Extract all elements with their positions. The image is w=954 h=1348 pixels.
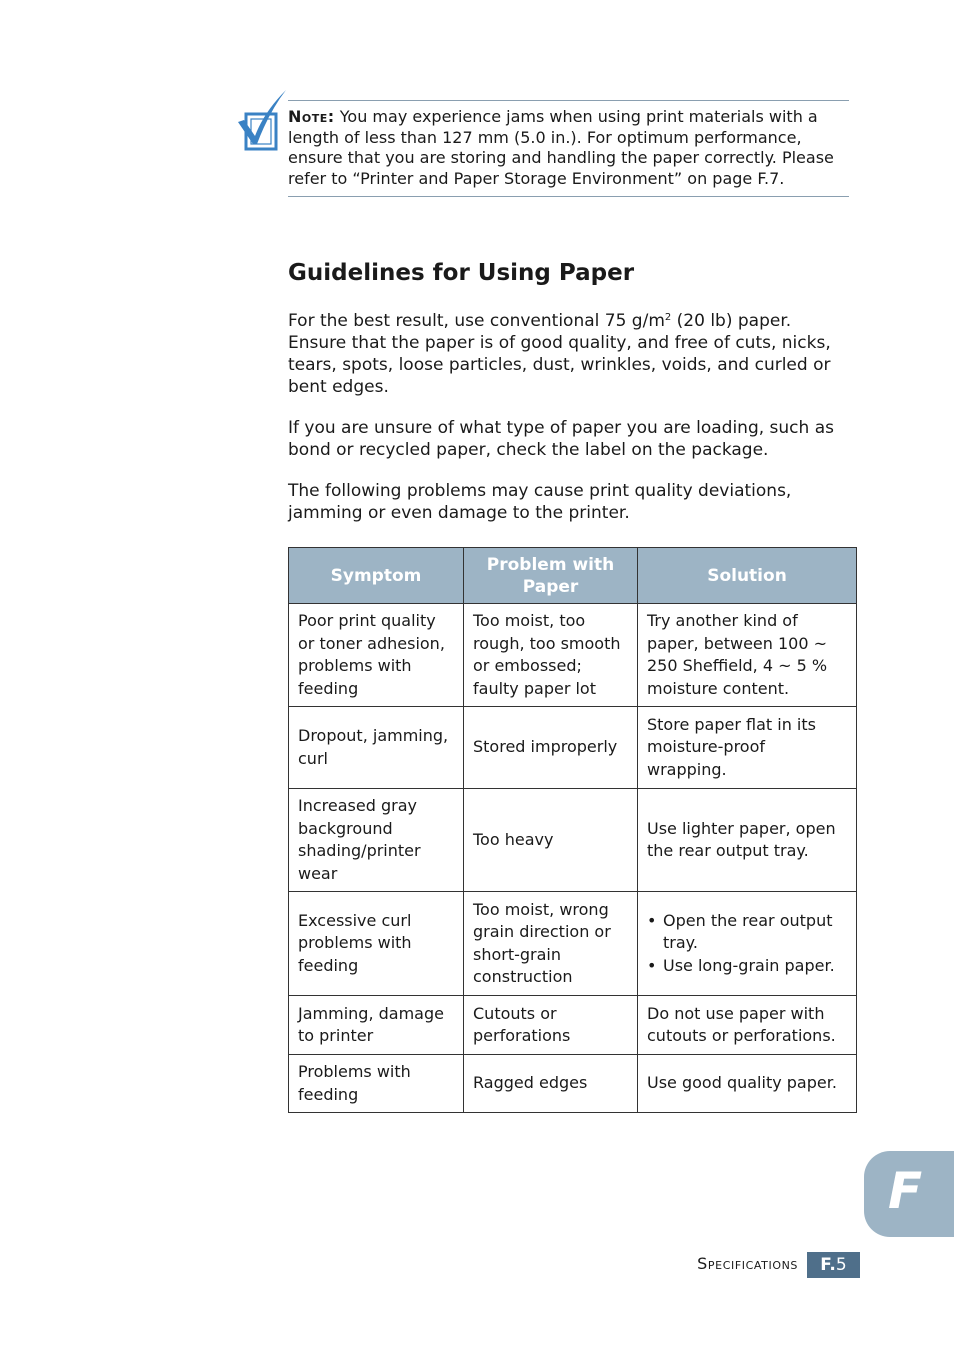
- cell-symptom: Poor print quality or toner adhesion, problems with feeding: [289, 604, 464, 707]
- cell-solution: Use lighter paper, open the rear output tray.: [638, 789, 857, 892]
- table-header-row: [289, 548, 857, 604]
- solution-list-item: • Use long-grain paper.: [647, 955, 848, 978]
- cell-solution: [638, 892, 857, 996]
- cell-problem: Stored improperly: [464, 707, 638, 789]
- section-title: Guidelines for Using Paper: [288, 260, 635, 286]
- table-row: [289, 892, 857, 996]
- paragraph-problems-intro: The following problems may cause print quality deviations, jamming or even damage to the printer.: [288, 481, 792, 523]
- cell-problem: Too heavy: [464, 789, 638, 892]
- table-row: [289, 996, 857, 1055]
- header-problem: Problem with Paper: [464, 548, 638, 604]
- table-row: [289, 789, 857, 892]
- cell-symptom: Jamming, damage to printer: [289, 996, 464, 1055]
- cell-problem: Ragged edges: [464, 1055, 638, 1113]
- note-block: [288, 100, 849, 197]
- paragraph-text: (20 lb) paper. Ensure that the paper is of good quality, and free of cuts, nicks, tears, spots, loose particles, dust, wrinkles, voids, and curled or bent edges.: [288, 311, 831, 397]
- paragraph-paper-type: If you are unsure of what type of paper you are loading, such as bond or recycled paper, check the label on the package.: [288, 418, 834, 460]
- note-checkmark-icon: [236, 90, 288, 154]
- page-number: 5: [835, 1255, 847, 1275]
- superscript: 2: [664, 312, 672, 323]
- header-solution: Solution: [638, 548, 857, 604]
- paper-problems-table: [288, 547, 857, 1113]
- table-row: [289, 604, 857, 707]
- cell-symptom: Problems with feeding: [289, 1055, 464, 1113]
- note-label: Note:: [288, 107, 335, 126]
- note-paragraph: [288, 107, 849, 189]
- cell-problem: Too moist, wrong grain direction or short-grain construction: [464, 892, 638, 996]
- page-number-box: [807, 1252, 860, 1278]
- cell-solution: Use good quality paper.: [638, 1055, 857, 1113]
- solution-list-item: • Open the rear output tray.: [647, 910, 848, 955]
- page-prefix: F.: [820, 1255, 836, 1275]
- cell-solution: Store paper flat in its moisture-proof wrapping.: [638, 707, 857, 789]
- chapter-letter: F: [888, 1162, 923, 1220]
- paragraph-paper-weight: [288, 310, 854, 398]
- paragraph-text: For the best result, use conventional 75 g/m: [288, 311, 665, 331]
- cell-problem: Cutouts or perforations: [464, 996, 638, 1055]
- header-symptom: Symptom: [289, 548, 464, 604]
- footer-section-label: Specifications: [697, 1254, 798, 1273]
- cell-symptom: Increased gray background shading/printer wear: [289, 789, 464, 892]
- cell-solution: Do not use paper with cutouts or perforations.: [638, 996, 857, 1055]
- chapter-tab: [864, 1151, 954, 1237]
- cell-solution: Try another kind of paper, between 100 ~ 250 Sheffield, 4 ~ 5 % moisture content.: [638, 604, 857, 707]
- cell-symptom: Dropout, jamming, curl: [289, 707, 464, 789]
- note-text: You may experience jams when using print materials with a length of less than 127 mm (5.0 in.). For optimum performance, ensure that you are storing and handling the paper correctly. Please refer to “Printer and Paper Storage Environment” on page F.7.: [288, 107, 834, 188]
- cell-symptom: Excessive curl problems with feeding: [289, 892, 464, 996]
- cell-problem: Too moist, too rough, too smooth or embossed; faulty paper lot: [464, 604, 638, 707]
- solution-list: [647, 910, 848, 978]
- table-row: [289, 1055, 857, 1113]
- table-row: [289, 707, 857, 789]
